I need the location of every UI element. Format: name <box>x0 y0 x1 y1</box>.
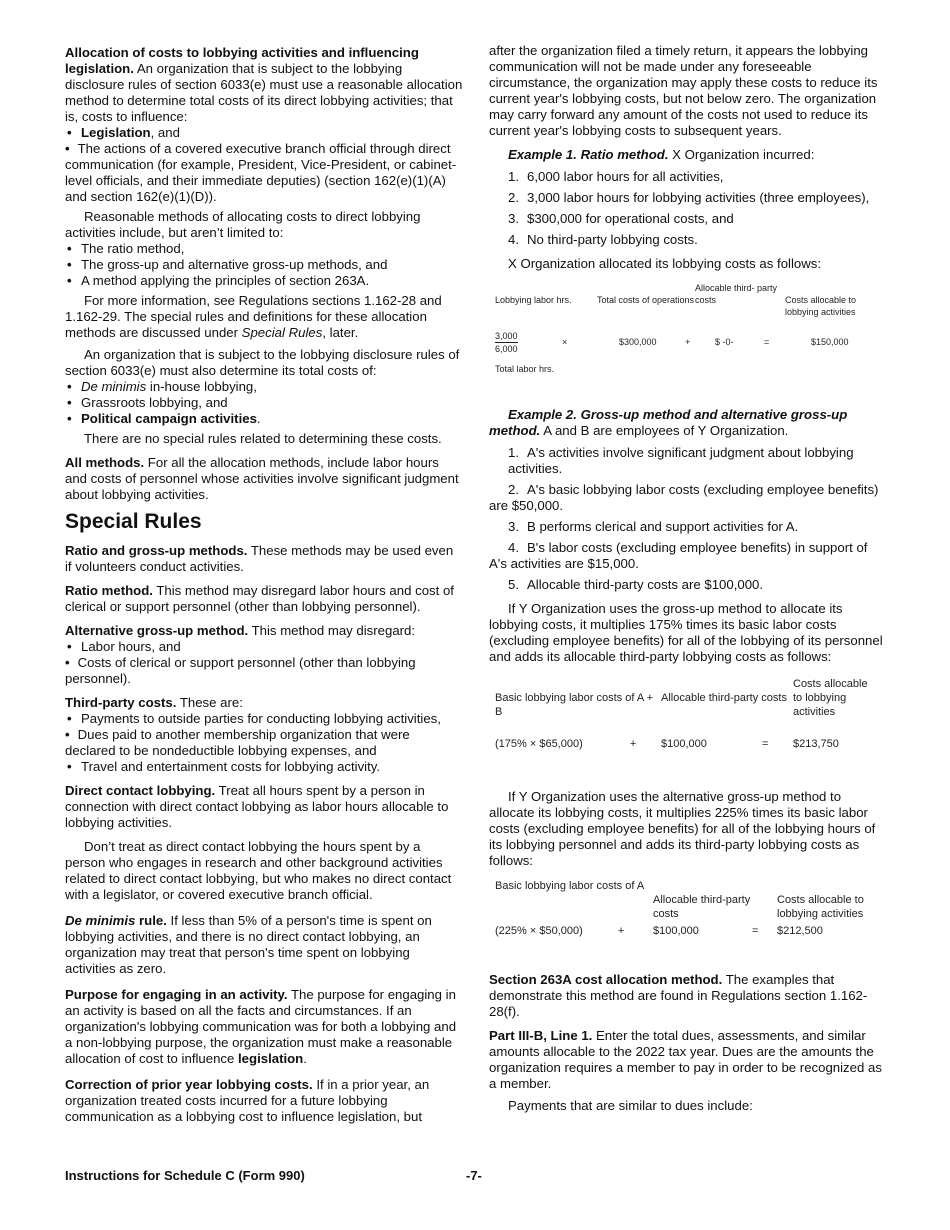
continuation-paragraph: after the organization filed a timely return, it appears the lobbying communication will not be made under any foreseeable circumstance, the organization may apply these costs to reduce its current year's lobbying costs, but not below zero. The organization may carry forward any amount of the costs not used to reduce its current year's lobbying costs to subsequent years. <box>489 43 878 138</box>
table-cell: $212,500 <box>777 925 823 937</box>
table-footnote: Total labor hrs. <box>495 364 555 374</box>
list-item: • The ratio method, <box>65 241 463 257</box>
list-item: • Payments to outside parties for conducting lobbying activities, <box>65 711 463 727</box>
list-item: 1. A's activities involve significant judgment about lobbying activities. <box>508 445 854 476</box>
more-info-paragraph: For more information, see Regulations sections 1.162-28 and 1.162-29. The special rules and definitions for these allocation methods are discussed under Special Rules, later. <box>65 293 442 340</box>
ratio-paragraph: Ratio method. This method may disregard labor hours and cost of clerical or support personnel (other than lobbying personnel). <box>65 583 454 614</box>
table-cell: $ -0- <box>715 337 734 347</box>
table-cell: $100,000 <box>661 738 707 750</box>
example2-list <box>489 445 885 593</box>
direct-contact-paragraph: Direct contact lobbying. Treat all hours spent by a person in connection with direct contact lobbying as labor hours allocable to lobbying activities. <box>65 783 449 830</box>
right-column <box>489 43 885 1120</box>
list-item: • Legislation, and <box>65 125 463 141</box>
ratio-grossup-paragraph: Ratio and gross-up methods. These methods may be used even if volunteers conduct activities. <box>65 543 454 574</box>
allocation-paragraph: Allocation of costs to lobbying activities and influencing legislation. An organization that is subject to the lobbying disclosure rules of section 6033(e) must use a reasonable allocation method to determine total costs of its direct lobbying activities; that is, costs to influence: <box>65 45 463 124</box>
special-rules-title: Special Rules <box>65 510 202 533</box>
table-header: Basic lobbying labor costs of A <box>495 880 645 892</box>
payments-paragraph: Payments that are similar to dues include: <box>508 1098 753 1113</box>
list-item: 5. Allocable third-party costs are $100,000. <box>508 577 764 592</box>
denominator: 6,000 <box>495 344 518 354</box>
table-header: Allocable third- party costs <box>695 283 778 305</box>
list-item: • The actions of a covered executive branch official through direct communication (for example, President, Vice-President, or cabinet-level officials, and their immediate deputies) (section 162(e)(1)(A) and section 162(e)(1)(D)). <box>65 141 463 205</box>
influence-list <box>65 125 463 205</box>
table-header: Costs allocable to lobbying activities <box>777 894 864 920</box>
equals-sign: = <box>761 738 769 750</box>
alt-list <box>65 639 463 687</box>
example1-list <box>489 169 885 248</box>
fraction <box>495 330 518 355</box>
alt-paragraph: Alternative gross-up method. This method may disregard: <box>65 623 416 638</box>
grossup-table <box>495 677 875 751</box>
third-party-paragraph: Third-party costs. These are: <box>65 695 243 710</box>
table-header: Basic lobbying labor costs of A + B <box>495 692 654 718</box>
page-number: -7- <box>466 1168 482 1183</box>
table-cell: $100,000 <box>653 925 699 937</box>
list-item: • Grassroots lobbying, and <box>65 395 463 411</box>
list-item: 3. B performs clerical and support activities for A. <box>508 519 799 534</box>
correction-paragraph: Correction of prior year lobbying costs. If in a prior year, an organization treated costs incurred for a future lobbying communication as a lobbying cost to influence legislation, but <box>65 1077 430 1124</box>
plus-sign: + <box>685 337 691 347</box>
alt-grossup-table <box>495 879 875 938</box>
list-item: • The gross-up and alternative gross-up methods, and <box>65 257 463 273</box>
section263a-paragraph: Section 263A cost allocation method. The examples that demonstrate this method are found in Regulations section 1.162-28(f). <box>489 972 868 1019</box>
table-cell: $150,000 <box>811 337 849 347</box>
list-item: • De minimis in-house lobbying, <box>65 379 463 395</box>
times-sign: × <box>562 337 568 347</box>
list-item: • Labor hours, and <box>65 639 463 655</box>
purpose-paragraph: Purpose for engaging in an activity. The purpose for engaging in an activity is based on all the facts and circumstances. If an organization's lobbying communication was for both a lobbying and a non-lobbying purpose, the organization must make a reasonable allocation of cost to influence legislation. <box>65 987 457 1066</box>
methods-list <box>65 241 463 289</box>
equals-sign: = <box>751 925 759 937</box>
table-header: Total costs of operations <box>597 295 695 305</box>
also-list <box>65 379 463 427</box>
example1-paragraph: Example 1. Ratio method. X Organization incurred: <box>508 147 815 162</box>
list-item: 2. A's basic lobbying labor costs (excluding employee benefits) are $50,000. <box>489 482 879 513</box>
list-item: • Dues paid to another membership organization that were declared to be nondeductible lobbying expenses, and <box>65 727 463 759</box>
no-special-paragraph: There are no special rules related to determining these costs. <box>84 431 442 446</box>
equals-sign: = <box>764 337 770 347</box>
deminimis-paragraph: De minimis rule. If less than 5% of a person's time is spent on lobbying activities, and there is no direct contact lobbying, an organization may treat that person's time spent on lobbying activities as zero. <box>65 913 432 976</box>
table-cell: (225% × $50,000) <box>495 925 583 937</box>
table-cell: $213,750 <box>793 738 839 750</box>
list-item: 2. 3,000 labor hours for lobbying activities (three employees), <box>508 190 870 205</box>
ratio-table <box>495 282 875 375</box>
part-iii-b-paragraph: Part III-B, Line 1. Enter the total dues, assessments, and similar amounts allocable to the 2022 tax year. Dues are the amounts the organization requires a member to pay in order to be recognized as a member. <box>489 1028 882 1091</box>
list-item: • Political campaign activities. <box>65 411 463 427</box>
list-item: 4. No third-party lobbying costs. <box>508 232 698 247</box>
table-header: Lobbying labor hrs. <box>495 295 572 305</box>
table-cell: $300,000 <box>619 337 657 347</box>
list-item: 1. 6,000 labor hours for all activities, <box>508 169 724 184</box>
table-cell: (175% × $65,000) <box>495 738 583 750</box>
table-header: Allocable third-party costs <box>653 894 751 920</box>
plus-sign: + <box>617 925 625 937</box>
all-methods-paragraph: All methods. For all the allocation methods, include labor hours and costs of personnel whose activities involve significant judgment about lobbying activities. <box>65 455 459 502</box>
third-party-list <box>65 711 463 775</box>
numerator: 3,000 <box>495 331 518 341</box>
page-footer <box>65 1168 885 1183</box>
grossup-paragraph: If Y Organization uses the gross-up method to allocate its lobbying costs, it multiplies 175% times its basic labor costs (excluding employee benefits) for all of the lobbying of its personnel and adds its allocable third-party lobbying costs as follows: <box>489 601 883 664</box>
example2-paragraph: Example 2. Gross-up method and alternative gross-up method. A and B are employees of Y Organization. <box>489 407 848 438</box>
reasonable-paragraph: Reasonable methods of allocating costs to direct lobbying activities include, but aren’t limited to: <box>65 209 421 240</box>
alt-grossup-paragraph: If Y Organization uses the alternative gross-up method to allocate its lobbying costs, it multiplies 225% times its basic labor costs (excluding employee benefits) for all of the lobbying hours of its lobbying personnel and adds its third-party lobbying costs as follows: <box>489 789 876 868</box>
dont-treat-paragraph: Don’t treat as direct contact lobbying the hours spent by a person who engages in research and other background activities related to direct contact lobbying, but who makes no direct contact with a legislator, or covered executive branch official. <box>65 839 452 902</box>
table-header: Costs allocable to lobbying activities <box>793 678 868 718</box>
list-item: • A method applying the principles of section 263A. <box>65 273 463 289</box>
list-item: 3. $300,000 for operational costs, and <box>508 211 734 226</box>
footer-title: Instructions for Schedule C (Form 990) <box>65 1168 305 1183</box>
list-item: • Travel and entertainment costs for lobbying activity. <box>65 759 463 775</box>
table-header: Costs allocable to lobbying activities <box>785 295 857 317</box>
list-item: 4. B's labor costs (excluding employee benefits) in support of A's activities are $15,000. <box>489 540 868 571</box>
allocation-heading: Allocation of costs to lobbying activities and influencing legislation. <box>65 45 419 76</box>
also-paragraph: An organization that is subject to the lobbying disclosure rules of section 6033(e) must also determine its total costs of: <box>65 347 460 378</box>
table-header: Allocable third-party costs <box>661 692 787 704</box>
plus-sign: + <box>629 738 637 750</box>
allocated-paragraph: X Organization allocated its lobbying costs as follows: <box>508 256 821 271</box>
left-column <box>65 45 463 1131</box>
list-item: • Costs of clerical or support personnel (other than lobbying personnel). <box>65 655 463 687</box>
